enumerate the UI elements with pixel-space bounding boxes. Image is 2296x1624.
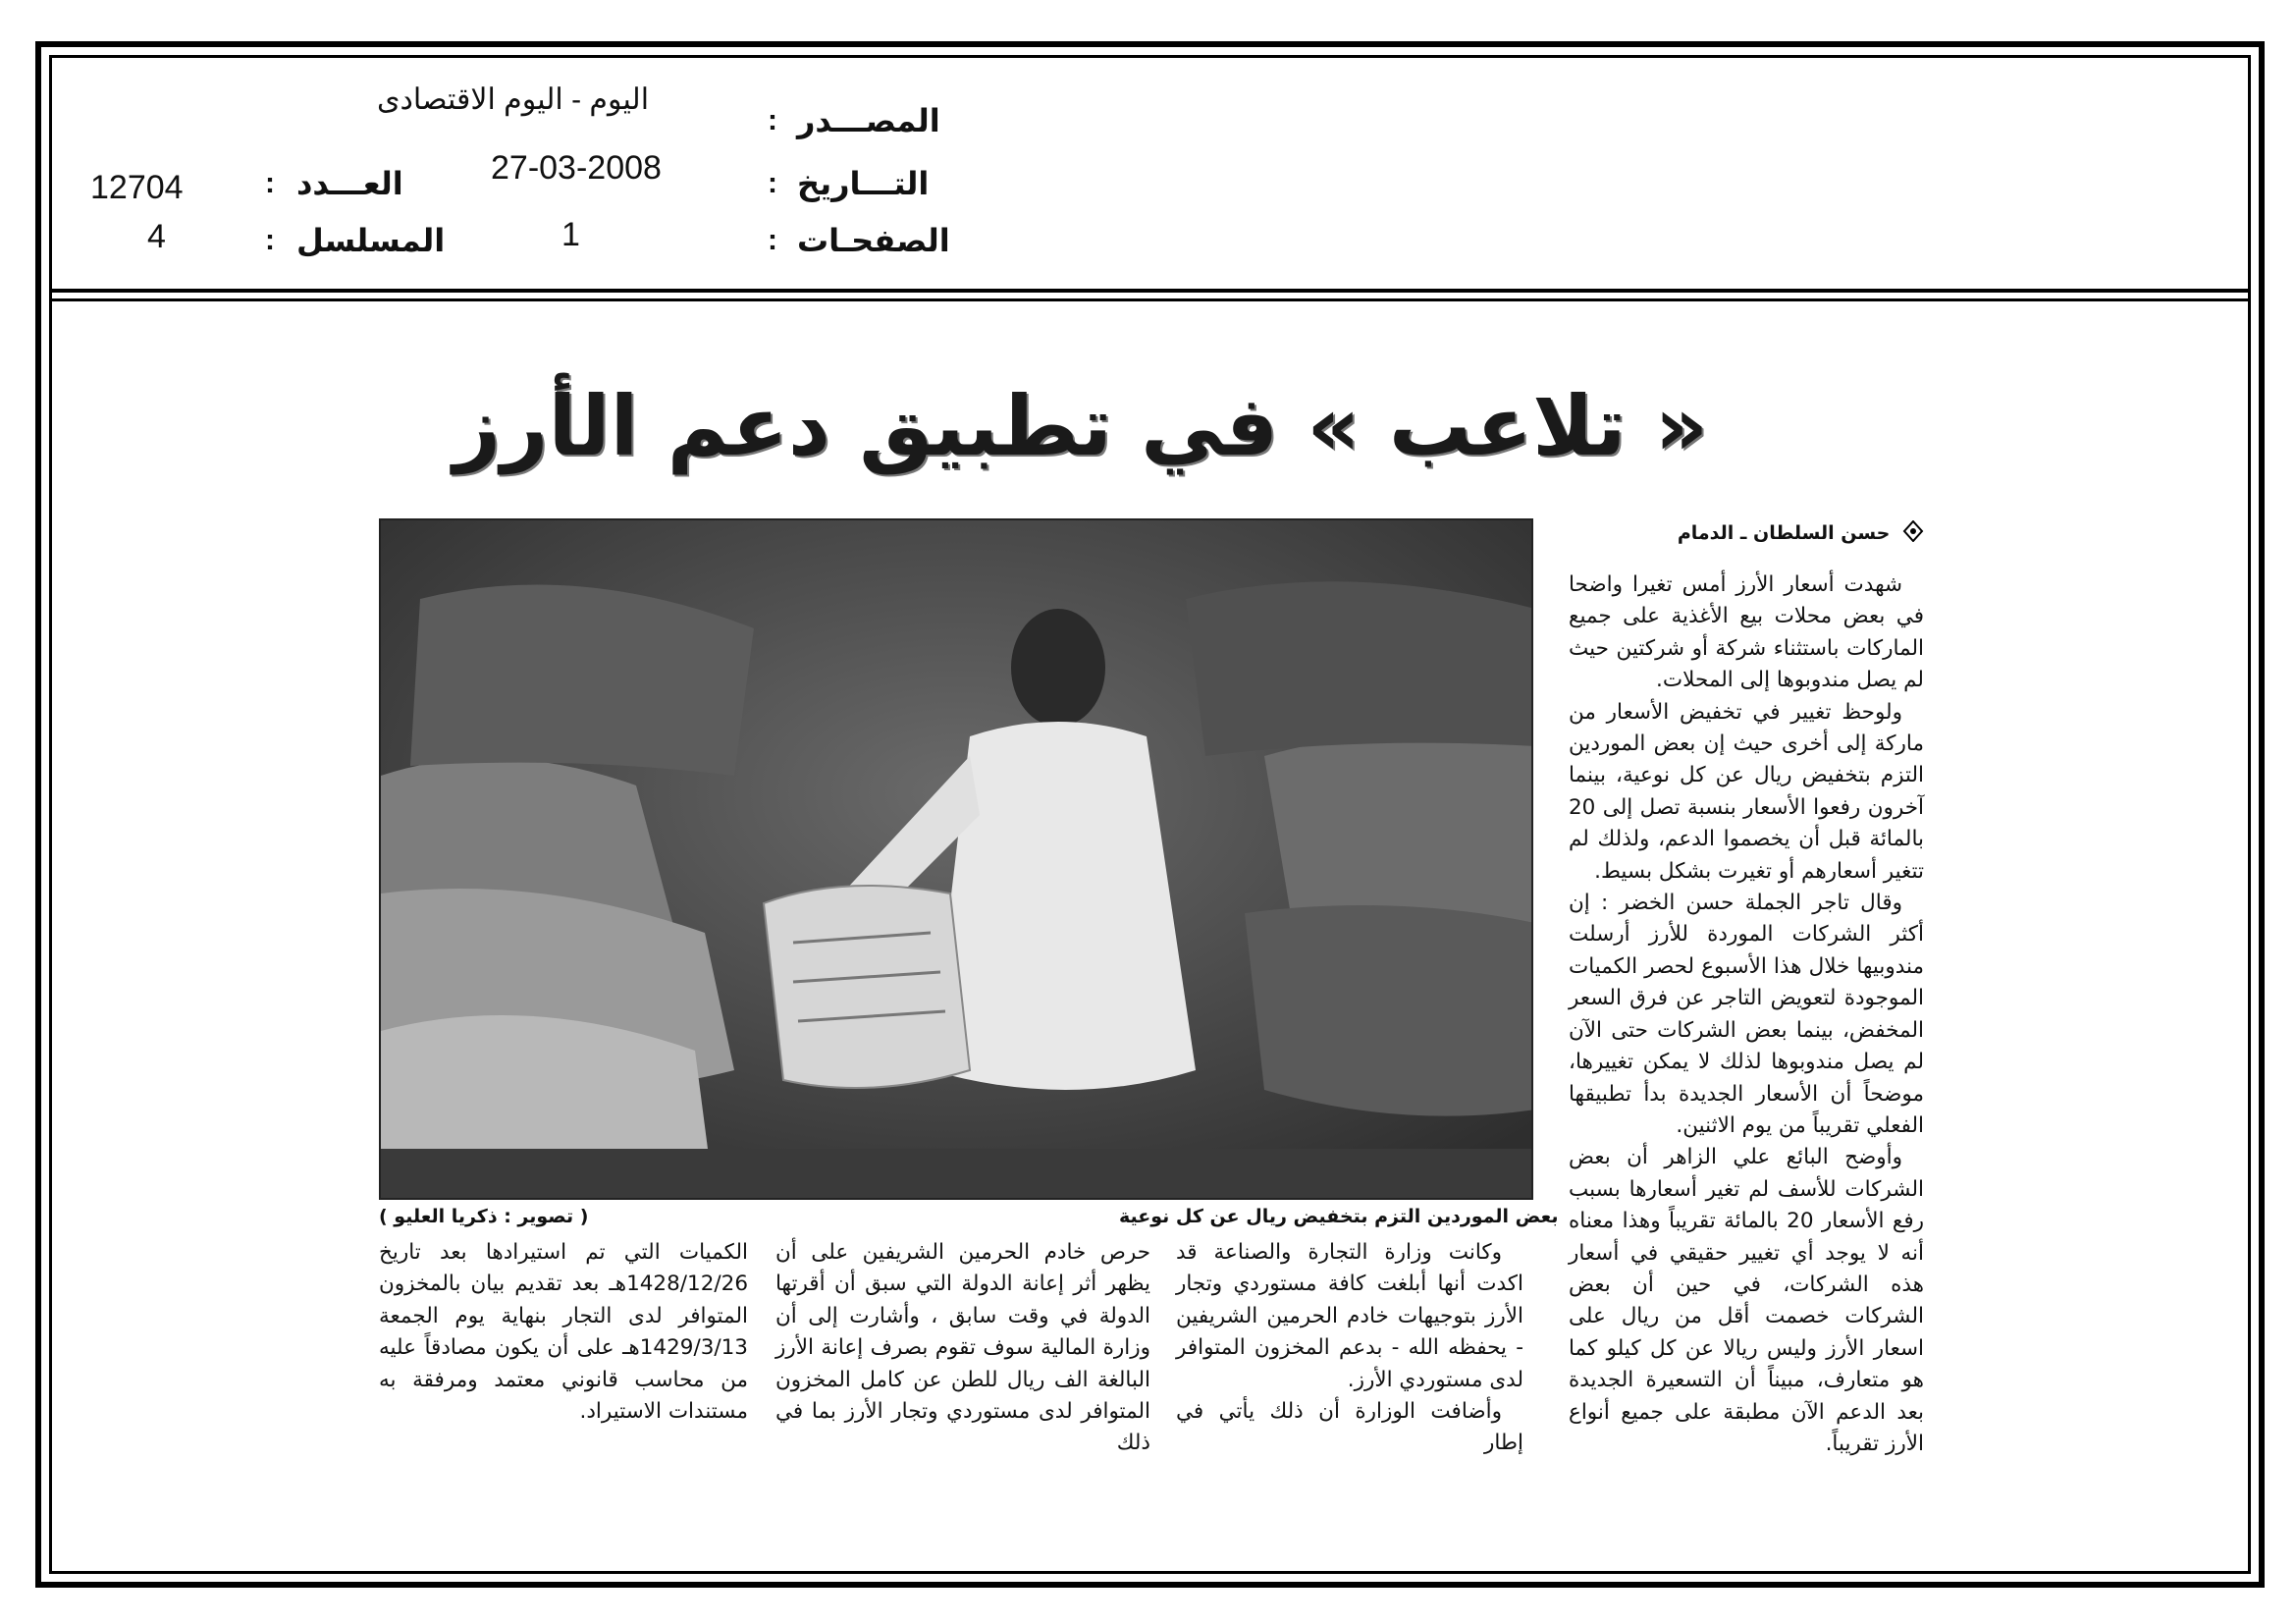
date-value: 27-03-2008 <box>491 149 662 187</box>
date-colon: : <box>768 167 777 199</box>
paragraph: حرص خادم الحرمين الشريفين على أن يظهر أثر إعانة الدولة التي سبق أن أقرتها الدولة في وقت سابق ، وأشارت إلى أن وزارة المالية سوف تقوم بصرف إعانة الأرز البالغة الف ريال للطن عن كامل المخزون المتوافر لدى مستوردي وتجار الأرز بما في ذلك <box>775 1240 1150 1456</box>
paragraph: الكميات التي تم استيرادها بعد تاريخ 1428/12/26هـ بعد تقديم بيان بالمخزون المتوافر لدى التجار بنهاية يوم الجمعة 1429/3/13هـ على أن يكون مصادقاً عليه من محاسب قانوني معتمد ومرفقة به مستندات الاستيراد. <box>379 1240 748 1425</box>
issue-value: 12704 <box>90 169 184 206</box>
serial-colon: : <box>265 224 275 256</box>
source-value: اليوم - اليوم الاقتصادى <box>377 83 650 116</box>
source-colon: : <box>768 104 777 136</box>
paragraph: شهدت أسعار الأرز أمس تغيرا واضحا في بعض محلات بيع الأغذية على جميع الماركات باستثناء شركة أو شركتين حيث لم يصل مندوبوها إلى المحلات. <box>1569 572 1924 693</box>
date-label: التـــاريخ <box>797 165 930 202</box>
article-byline <box>1610 520 1924 547</box>
issue-label: العـــدد <box>296 165 403 202</box>
serial-label: المسلسل <box>296 222 446 259</box>
header-divider-thin <box>49 298 2251 301</box>
article-bottom-column-3 <box>379 1237 748 1532</box>
paragraph: وأضافت الوزارة أن ذلك يأتي في إطار <box>1176 1399 1523 1456</box>
paragraph: وكانت وزارة التجارة والصناعة قد اكدت أنها أبلغت كافة مستوردي وتجار الأرز بتوجيهات خادم الحرمين الشريفين - يحفظه الله - بدعم المخزون المتوافر لدى مستوردي الأرز. <box>1176 1240 1523 1392</box>
photo-credit: ( تصوير : ذكريا العليو ) <box>379 1206 589 1227</box>
pages-colon: : <box>768 224 777 256</box>
pages-value: 1 <box>561 216 580 253</box>
issue-colon: : <box>265 167 275 199</box>
photo-man-rice-sacks-image <box>381 520 1533 1200</box>
article-headline: « تلاعب » في تطبيق دعم الأرز <box>453 378 1708 474</box>
article-bottom-column-1 <box>1176 1237 1523 1532</box>
photo-caption: بعض الموردين التزم بتخفيض ريال عن كل نوعية <box>1119 1206 1559 1227</box>
paragraph: وأوضح البائع علي الزاهر أن بعض الشركات للأسف لم تغير أسعارها بسبب رفع الأسعار 20 بالمائة تقريباً وهذا معناه أنه لا يوجد أي تغيير حقيقي في أسعار هذه الشركات، في حين أن بعض الشركات خصمت أقل من ريال على اسعار الأرز وليس ريالا عن كل كيلو كما هو متعارف، مبيناً أن التسعيرة الجديدة بعد الدعم الآن مطبقة على جميع أنواع الأرز تقريباً. <box>1569 1145 1924 1456</box>
paragraph: ولوحظ تغيير في تخفيض الأسعار من ماركة إلى أخرى حيث إن بعض الموردين التزم بتخفيض ريال عن كل نوعية، بينما آخرون رفعوا الأسعار بنسبة تصل إلى 20 بالمائة قبل أن يخصموا الدعم، ولذلك لم تتغير أسعارهم أو تغيرت بشكل بسيط. <box>1569 699 1924 884</box>
serial-value: 4 <box>147 218 166 255</box>
pages-label: الصفحـات <box>797 222 950 259</box>
paragraph: وقال تاجر الجملة حسن الخضر : إن أكثر الشركات الموردة للأرز أرسلت مندوبيها خلال هذا الأسبوع لحصر الكميات الموجودة لتعويض التاجر عن فرق السعر المخفض، بينما بعض الشركات حتى الآن لم يصل مندوبوها لذلك لا يمكن تغييرها، موضحاً أن الأسعار الجديدة بدأ تطبيقها الفعلي تقريباً من يوم الاثنين. <box>1569 891 1924 1138</box>
article-main-column <box>1569 569 1924 1551</box>
byline-text: حسن السلطان ـ الدمام <box>1677 522 1891 544</box>
pen-nib-icon <box>1902 520 1924 547</box>
header-divider <box>49 289 2251 293</box>
source-label: المصـــدر <box>797 102 940 139</box>
article-photo <box>379 518 1533 1200</box>
article-bottom-column-2 <box>775 1237 1150 1532</box>
